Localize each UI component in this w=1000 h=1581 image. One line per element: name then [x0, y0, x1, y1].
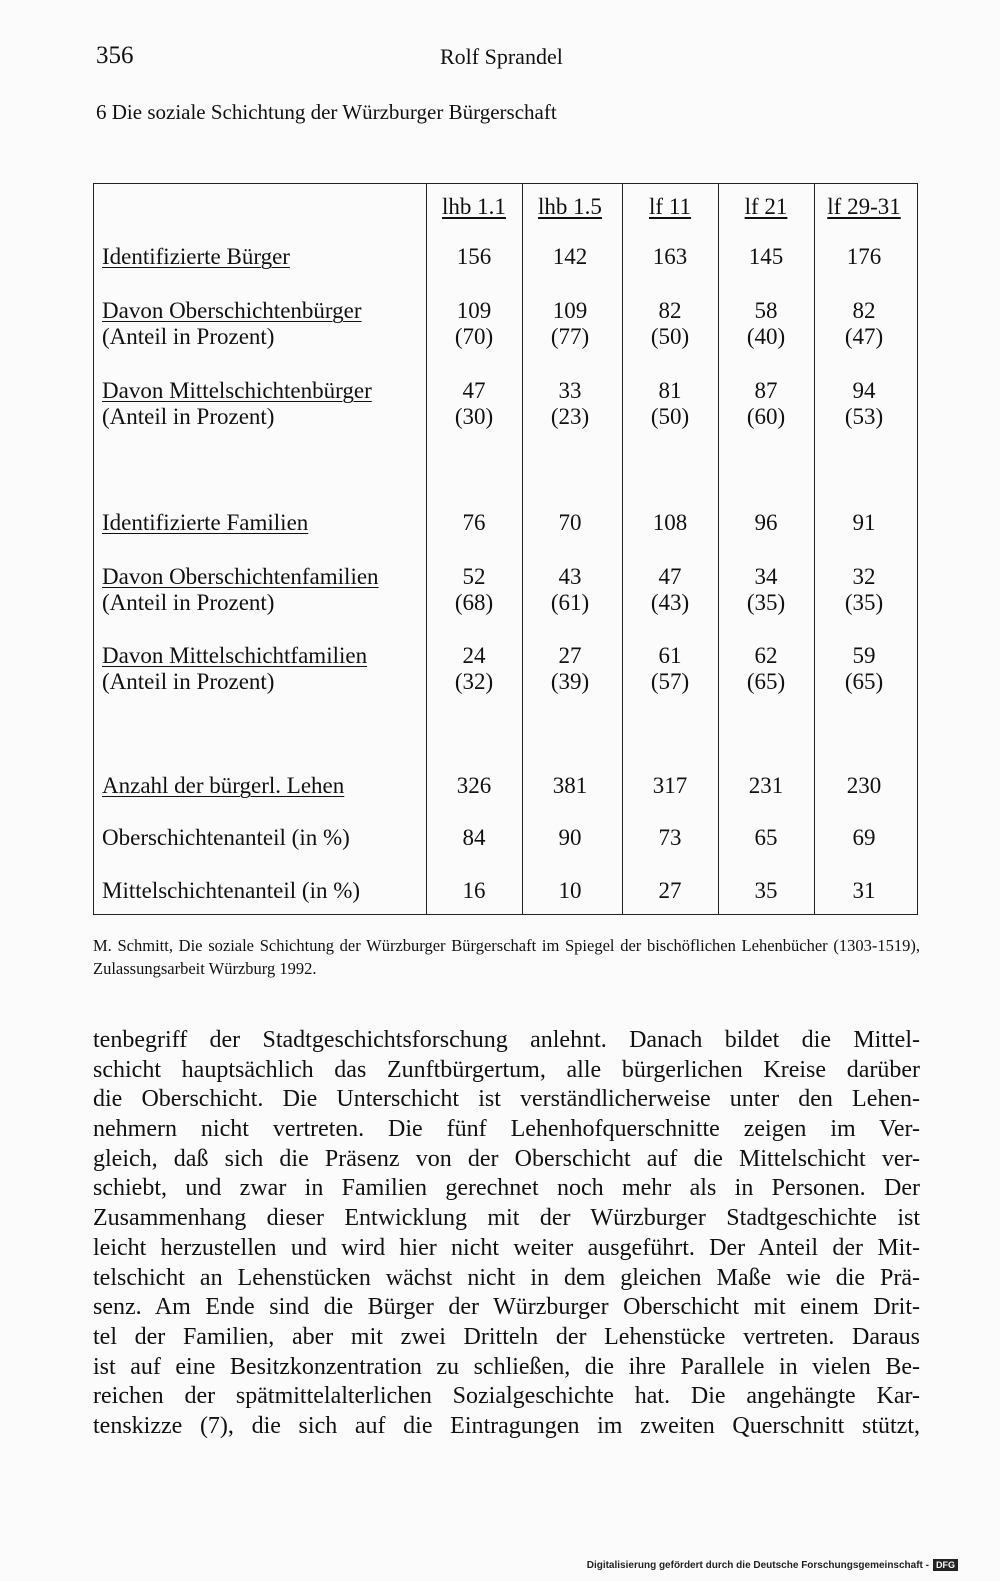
- body-line: tenbegriff der Stadtgeschichtsforschung anlehnt. Danach bildet die Mittel-: [93, 1027, 920, 1053]
- table-cell: (32): [454, 669, 494, 694]
- body-line: leicht herzustellen und wird hier nicht weiter ausgeführt. Der Anteil der Mit-: [93, 1234, 920, 1261]
- table-cell: 109: [456, 298, 492, 323]
- column-divider: [522, 184, 523, 914]
- table-cell: 47: [658, 564, 682, 589]
- table-cell: (65): [844, 669, 884, 694]
- table-cell: 16: [462, 878, 486, 903]
- table-cell: 52: [462, 564, 486, 589]
- table-cell: 76: [462, 510, 486, 535]
- row-label: Davon Mittelschichtenbürger: [102, 378, 372, 403]
- table-cell: (61): [550, 590, 590, 615]
- row-label: Identifizierte Bürger: [102, 244, 290, 269]
- column-header: lf 29-31: [827, 194, 901, 219]
- table-cell: 381: [552, 773, 588, 798]
- body-line: gleich, daß sich die Präsenz von der Oberschicht auf die Mittelschicht ver-: [93, 1145, 920, 1172]
- table-cell: 84: [462, 825, 486, 850]
- table-cell: 91: [852, 510, 876, 535]
- table-cell: 59: [852, 643, 876, 668]
- row-label: Identifizierte Familien: [102, 510, 309, 535]
- table-cell: 96: [754, 510, 778, 535]
- table-cell: 10: [558, 878, 582, 903]
- table-cell: (40): [746, 324, 786, 349]
- table-cell: (47): [844, 324, 884, 349]
- table-cell: 31: [852, 878, 876, 903]
- table-cell: (35): [746, 590, 786, 615]
- table-cell: 109: [552, 298, 588, 323]
- table-cell: 81: [658, 378, 682, 403]
- column-divider: [814, 184, 815, 914]
- table-cell: 82: [658, 298, 682, 323]
- table-cell: 94: [852, 378, 876, 403]
- table-cell: 87: [754, 378, 778, 403]
- table-cell: 82: [852, 298, 876, 323]
- row-label: Davon Mittelschichtfamilien: [102, 643, 368, 668]
- table-cell: 47: [462, 378, 486, 403]
- table-cell: 156: [456, 244, 492, 269]
- table-cell: (30): [454, 404, 494, 429]
- table-cell: (53): [844, 404, 884, 429]
- row-label: Davon Oberschichtenfamilien: [102, 564, 379, 589]
- table-cell: 70: [558, 510, 582, 535]
- row-label: (Anteil in Prozent): [102, 669, 275, 694]
- table-cell: 33: [558, 378, 582, 403]
- column-header: lhb 1.5: [538, 194, 602, 219]
- body-paragraph: [93, 1026, 920, 1442]
- table-cell: 108: [652, 510, 688, 535]
- table-cell: (68): [454, 590, 494, 615]
- table-cell: 73: [658, 825, 682, 850]
- table-cell: (23): [550, 404, 590, 429]
- column-header: lhb 1.1: [442, 194, 506, 219]
- column-divider: [622, 184, 623, 914]
- table-cell: 90: [558, 825, 582, 850]
- body-line: reichen der spätmittelalterlichen Sozialgeschichte hat. Die angehängte Kar-: [93, 1383, 920, 1410]
- table-cell: (70): [454, 324, 494, 349]
- table-cell: 176: [846, 244, 882, 269]
- table-caption: 6 Die soziale Schichtung der Würzburger Bürgerschaft: [96, 100, 557, 124]
- body-line: schiebt, und zwar in Familien gerechnet noch mehr als in Personen. Der: [93, 1175, 920, 1202]
- row-label: Mittelschichtenanteil (in %): [102, 878, 361, 903]
- table-cell: (50): [650, 404, 690, 429]
- dfg-logo: DFG: [933, 1559, 958, 1571]
- table-cell: 35: [754, 878, 778, 903]
- row-label: (Anteil in Prozent): [102, 590, 275, 615]
- column-divider: [426, 184, 427, 914]
- body-line: nehmern nicht vertreten. Die fünf Lehenhofquerschnitte zeigen im Ver-: [93, 1116, 920, 1143]
- credit-text: Digitalisierung gefördert durch die Deutsche Forschungsgemeinschaft -: [586, 1559, 929, 1571]
- table-cell: 317: [652, 773, 688, 798]
- table-cell: 142: [552, 244, 588, 269]
- table-cell: 34: [754, 564, 778, 589]
- column-divider: [718, 184, 719, 914]
- column-header: lf 21: [744, 194, 788, 219]
- body-line: tel der Familien, aber mit zwei Dritteln der Lehenstücke vertreten. Daraus: [93, 1323, 920, 1350]
- table-cell: 163: [652, 244, 688, 269]
- body-line: schicht hauptsächlich das Zunftbürgertum, alle bürgerlichen Kreise darüber: [93, 1056, 920, 1083]
- table-cell: 145: [748, 244, 784, 269]
- table-cell: (57): [650, 669, 690, 694]
- table-cell: 61: [658, 643, 682, 668]
- table-cell: (50): [650, 324, 690, 349]
- table-cell: 231: [748, 773, 784, 798]
- running-head: Rolf Sprandel: [440, 44, 563, 69]
- stratification-table: [93, 183, 918, 915]
- table-cell: 58: [754, 298, 778, 323]
- body-line: ist auf eine Besitzkonzentration zu schließen, die ihre Parallele in vielen Be-: [93, 1353, 920, 1380]
- table-cell: 65: [754, 825, 778, 850]
- table-cell: 230: [846, 773, 882, 798]
- table-cell: 62: [754, 643, 778, 668]
- row-label: Oberschichtenanteil (in %): [102, 825, 350, 850]
- row-label: (Anteil in Prozent): [102, 404, 275, 429]
- table-source-note: M. Schmitt, Die soziale Schichtung der Würzburger Bürgerschaft im Spiegel der bischöflichen Lehenbücher (1303-1519), Zulassungsarbeit Würzburg 1992.: [93, 936, 920, 978]
- table-cell: (39): [550, 669, 590, 694]
- table-cell: (60): [746, 404, 786, 429]
- table-cell: (35): [844, 590, 884, 615]
- table-cell: (43): [650, 590, 690, 615]
- body-line: telschicht an Lehenstücken wächst nicht in dem gleichen Maße wie die Prä-: [93, 1264, 920, 1291]
- row-label: Anzahl der bürgerl. Lehen: [102, 773, 345, 798]
- row-label: Davon Oberschichtenbürger: [102, 298, 362, 323]
- page-number: 356: [96, 42, 134, 69]
- table-cell: 24: [462, 643, 486, 668]
- body-line: Zusammenhang dieser Entwicklung mit der Würzburger Stadtgeschichte ist: [93, 1205, 920, 1232]
- table-cell: 32: [852, 564, 876, 589]
- body-line: die Oberschicht. Die Unterschicht ist verständlicherweise unter den Lehen-: [93, 1086, 920, 1113]
- digitization-credit: [587, 1559, 958, 1571]
- table-cell: 43: [558, 564, 582, 589]
- row-label: (Anteil in Prozent): [102, 324, 275, 349]
- table-cell: 27: [558, 643, 582, 668]
- table-cell: (65): [746, 669, 786, 694]
- table-cell: 27: [658, 878, 682, 903]
- body-line: tenskizze (7), die sich auf die Eintragungen im zweiten Querschnitt stützt,: [93, 1412, 920, 1439]
- table-cell: 69: [852, 825, 876, 850]
- table-cell: 326: [456, 773, 492, 798]
- table-cell: (77): [550, 324, 590, 349]
- column-header: lf 11: [649, 194, 691, 219]
- body-line: senz. Am Ende sind die Bürger der Würzburger Oberschicht mit einem Drit-: [93, 1294, 920, 1321]
